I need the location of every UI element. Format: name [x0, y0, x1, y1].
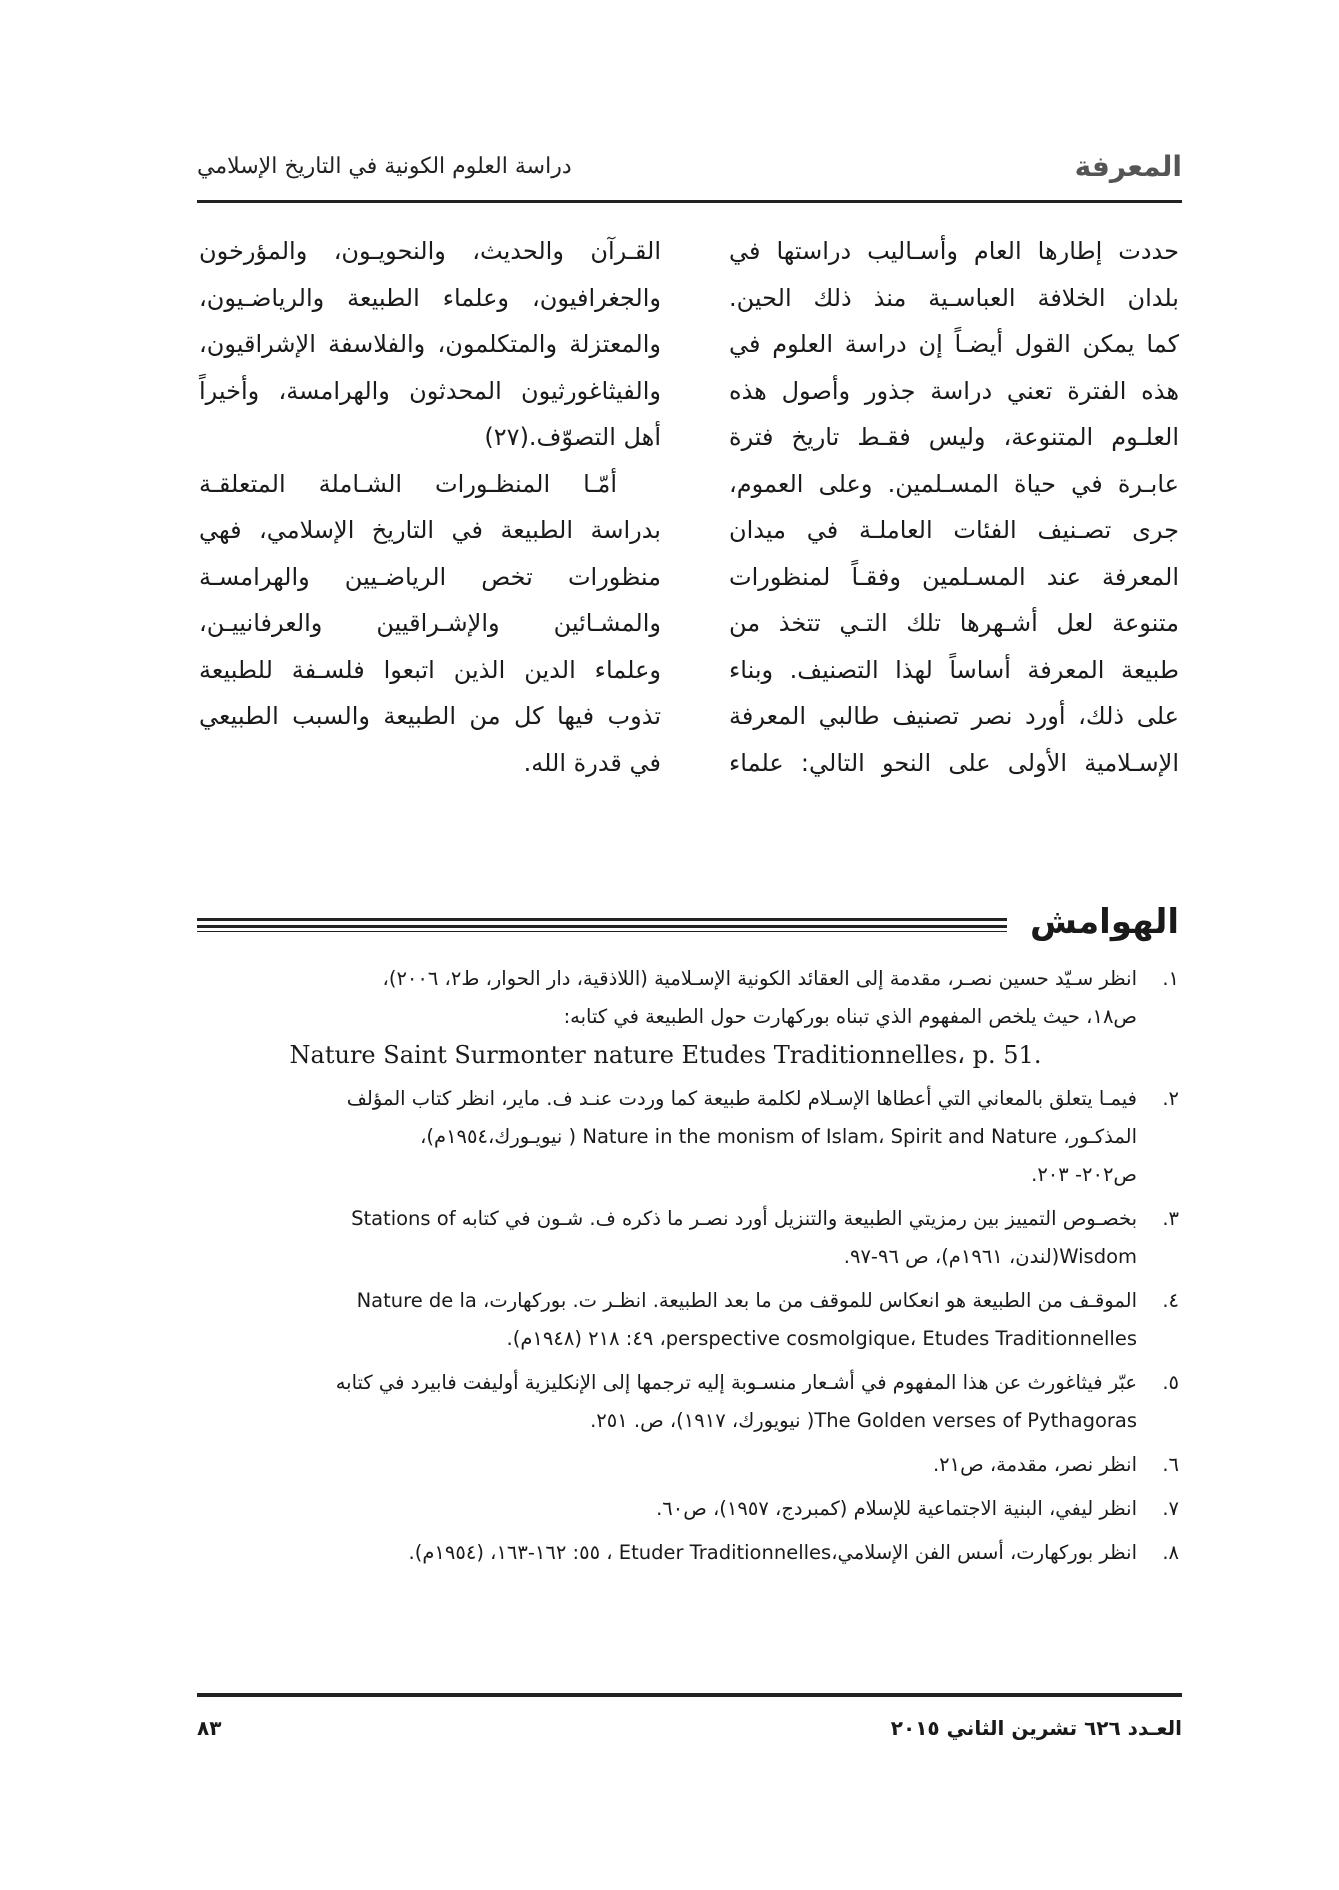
footnote-line: بخصـوص التمييز بين رمزيتي الطبيعة والتنزيل أورد نصـر ما ذكره ف. شـون في كتابه Stations of	[351, 1207, 1137, 1230]
footnote	[194, 1490, 1179, 1528]
heading-rule	[197, 925, 1007, 928]
footnote-line: انظر نصر، مقدمة، ص٢١.	[932, 1453, 1137, 1476]
body-line: المعرفة عند المسـلمين وفقـاً لمنظورات	[729, 562, 1179, 591]
footnote-line: انظر سـيّد حسين نصـر، مقدمة إلى العقائد الكونية الإسـلامية (اللاذقية، دار الحوار، ط٢، ٢٠٠٦)،	[382, 967, 1137, 990]
body-line: والفيثاغورثيون المحدثون والهرامسة، وأخيراً	[199, 376, 661, 405]
footer-rule	[197, 1693, 1182, 1697]
running-header	[197, 148, 1182, 196]
footnote	[194, 1282, 1179, 1358]
heading-rule	[197, 918, 1007, 921]
body-line: العلـوم المتنوعة، وليس فقـط تاريخ فترة	[729, 423, 1179, 451]
footnote-number: ٢.	[1162, 1087, 1179, 1110]
issue-info: العـدد ٦٢٦ تشرين الثاني ٢٠١٥	[890, 1716, 1182, 1740]
footnote-number: ٨.	[1162, 1541, 1179, 1564]
heading-rule	[197, 931, 1007, 932]
footnote-line: الموقـف من الطبيعة هو انعكاس للموقف من ما بعد الطبيعة. انظـر ت. بوركهارت، Nature de la	[356, 1289, 1137, 1312]
body-line: القـرآن والحديث، والنحويـون، والمؤرخون	[199, 237, 661, 265]
footnote-line: المذكـور، Nature in the monism of Islam، Spirit and Nature ( نيويـورك،١٩٥٤م)،	[420, 1125, 1137, 1148]
footnote-line: فيمـا يتعلق بالمعاني التي أعطاها الإسـلام لكلمة طبيعة كما وردت عنـد ف. ماير، انظر كتاب المؤلف	[346, 1087, 1137, 1110]
footnote	[194, 1200, 1179, 1276]
body-line: بدراسة الطبيعة في التاريخ الإسلامي، فهي	[199, 516, 661, 544]
body-line: أهل التصوّف.(٢٧)	[484, 423, 661, 451]
body-line: أمّـا المنظـورات الشـاملة المتعلقـة	[199, 469, 617, 498]
footnote-number: ١.	[1162, 967, 1179, 990]
running-title: دراسة العلوم الكونية في التاريخ الإسلامي	[197, 154, 572, 179]
header-rule	[197, 200, 1182, 203]
footnote	[194, 1446, 1179, 1484]
body-line: على ذلك، أورد نصر تصنيف طالبي المعرفة	[729, 702, 1179, 730]
footnote	[194, 1080, 1179, 1194]
body-line: وعلماء الدين الذين اتبعوا فلسـفة للطبيعة	[199, 655, 661, 684]
page-number: ٨٣	[197, 1716, 222, 1740]
footnotes-list	[194, 960, 1179, 1578]
footnote-line: Wisdom(لندن، ١٩٦١م)، ص ٩٦-٩٧.	[843, 1245, 1137, 1268]
footnote-number: ٤.	[1162, 1289, 1179, 1312]
body-line: والمعتزلة والمتكلمون، والفلاسفة الإشراقيون،	[199, 330, 661, 358]
body-line: حددت إطارها العام وأسـاليب دراستها في	[729, 237, 1179, 265]
footnote-line: ص١٨، حيث يلخص المفهوم الذي تبناه بوركهارت حول الطبيعة في كتابه:	[563, 1005, 1137, 1028]
footnote	[194, 960, 1179, 1074]
footnote-number: ٥.	[1162, 1371, 1179, 1394]
footnote-line: انظر بوركهارت، أسس الفن الإسلامي،Etuder Traditionnelles ، ٥٥: ١٦٢-١٦٣، (١٩٥٤م).	[408, 1541, 1137, 1564]
magazine-logo: المعرفة	[1074, 150, 1182, 183]
body-line: طبيعة المعرفة أساساً لهذا التصنيف. وبناء	[729, 655, 1179, 684]
footnote-line: ص٢٠٢- ٢٠٣.	[1031, 1163, 1137, 1186]
page-footer	[197, 1716, 1182, 1756]
footnote-line: انظر ليفي، البنية الاجتماعية للإسلام (كمبردج، ١٩٥٧)، ص٦٠.	[656, 1497, 1137, 1520]
body-line: جرى تصـنيف الفئات العاملـة في ميدان	[729, 516, 1179, 544]
body-line: عابـرة في حياة المسـلمين. وعلى العموم،	[729, 469, 1179, 498]
body-line: في قدرة الله.	[523, 748, 661, 777]
footnote	[194, 1534, 1179, 1572]
body-line: والجغرافيون، وعلماء الطبيعة والرياضـيون،	[199, 283, 661, 312]
footnotes-heading: الهوامش	[1030, 902, 1179, 942]
body-line: والمشـائين والإشـراقيين والعرفانييـن،	[199, 609, 661, 637]
body-line: الإسـلامية الأولى على النحو التالي: علماء	[729, 748, 1179, 777]
footnote-number: ٧.	[1162, 1497, 1179, 1520]
body-line: متنوعة لعل أشـهرها تلك التـي تتخذ من	[729, 609, 1179, 637]
footnote	[194, 1364, 1179, 1440]
footnote-number: ٦.	[1162, 1453, 1179, 1476]
body-line: هذه الفترة تعني دراسة جذور وأصول هذه	[729, 376, 1179, 405]
body-line: تذوب فيها كل من الطبيعة والسبب الطبيعي	[199, 702, 661, 730]
body-column-left	[199, 228, 661, 786]
body-line: كما يمكن القول أيضـاً إن دراسة العلوم في	[729, 330, 1179, 358]
body-line: منظورات تخص الرياضـيين والهرامسـة	[199, 562, 661, 591]
body-column-right	[729, 228, 1179, 786]
body-line: بلدان الخلافة العباسـية منذ ذلك الحين.	[729, 283, 1179, 312]
footnote-line: عبّر فيثاغورث عن هذا المفهوم في أشـعار منسـوبة إليه ترجمها إلى الإنكليزية أوليفت فابيرد في كتابه	[335, 1371, 1137, 1394]
footnote-line: The Golden verses of Pythagoras( نيويورك، ١٩١٧)، ص. ٢٥١.	[590, 1409, 1137, 1432]
footnote-latin-line: .Nature Saint Surmonter nature Etudes Traditionnelles، p. 51	[289, 1041, 1042, 1069]
footnote-number: ٣.	[1162, 1207, 1179, 1230]
footnote-line: perspective cosmolgique، Etudes Traditionnelles، ٤٩: ٢١٨ (١٩٤٨م).	[506, 1327, 1137, 1350]
